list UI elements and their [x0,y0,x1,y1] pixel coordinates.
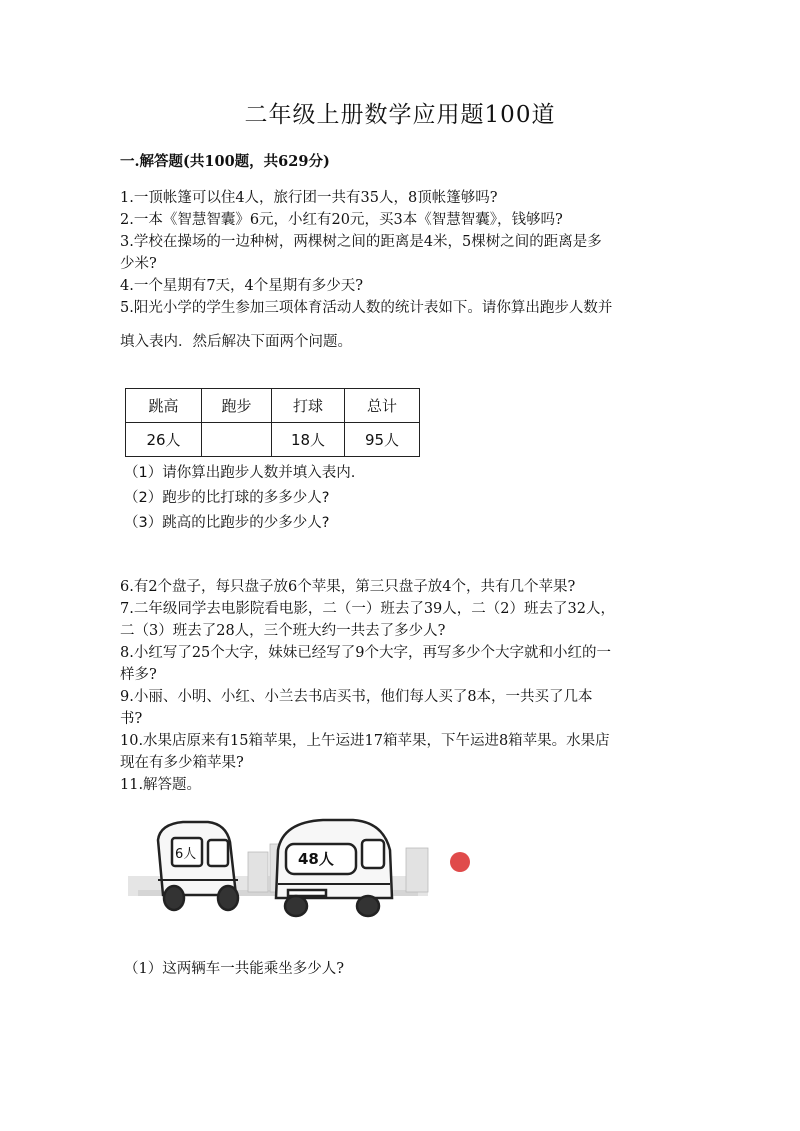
question-line: 样多? [120,667,157,683]
vehicles-illustration [128,810,478,930]
question-line: 少米? [120,256,157,272]
question-line: 9.小丽、小明、小红、小兰去书店买书，他们每人买了8本，一共买了几本 [120,689,593,705]
table-header-cell: 跳高 [126,389,202,423]
question-line: 11.解答题。 [120,777,202,793]
table-row [126,423,420,457]
table-cell: 18人 [272,423,345,457]
question-line: 填入表内．然后解决下面两个问题。 [120,334,352,350]
table-header-cell: 总计 [345,389,420,423]
question-line: 书? [120,711,143,727]
question-line: 5.阳光小学的学生参加三项体育活动人数的统计表如下。请你算出跑步人数并 [120,300,613,316]
question-line: 8.小红写了25个大字，妹妹已经写了9个大字，再写多少个大字就和小红的一 [120,645,612,661]
table-cell: 26人 [126,423,202,457]
sub-question: （3）跳高的比跑步的少多少人? [124,515,330,531]
question-line: 7.二年级同学去电影院看电影，二（一）班去了39人，二（2）班去了32人， [120,601,615,617]
page-title: 二年级上册数学应用题100道 [244,102,556,128]
question-line: 10.水果店原来有15箱苹果，上午运进17箱苹果，下午运进8箱苹果。水果店 [120,733,610,749]
question-line: 2.一本《智慧智囊》6元，小红有20元，买3本《智慧智囊》，钱够吗? [120,212,563,228]
bus-icon [276,820,392,916]
table-cell-blank [202,423,272,457]
table-header-cell: 跑步 [202,389,272,423]
sub-question: （2）跑步的比打球的多多少人? [124,490,330,506]
question-line: 二（3）班去了28人，三个班大约一共去了多少人? [120,623,446,639]
car-label: 6人 [175,847,197,862]
table-cell: 95人 [345,423,420,457]
sub-question: （1）请你算出跑步人数并填入表内. [124,465,356,481]
sub-question: （1）这两辆车一共能乘坐多少人? [124,961,344,977]
question-line: 6.有2个盘子，每只盘子放6个苹果，第三只盘子放4个，共有几个苹果? [120,579,576,595]
small-car-icon [158,822,238,910]
section-heading: 一.解答题(共100题，共629分) [120,153,330,170]
table-header-cell: 打球 [272,389,345,423]
question-line: 3.学校在操场的一边种树，两棵树之间的距离是4米，5棵树之间的距离是多 [120,234,602,250]
question-line: 1.一顶帐篷可以住4人，旅行团一共有35人，8顶帐篷够吗? [120,190,498,206]
ball-icon [450,852,470,872]
bus-label: 48人 [298,850,334,868]
question-line: 4.一个星期有7天，4个星期有多少天? [120,278,364,294]
stats-table [125,388,420,457]
table-header-row [126,389,420,423]
question-line: 现在有多少箱苹果? [120,755,244,771]
